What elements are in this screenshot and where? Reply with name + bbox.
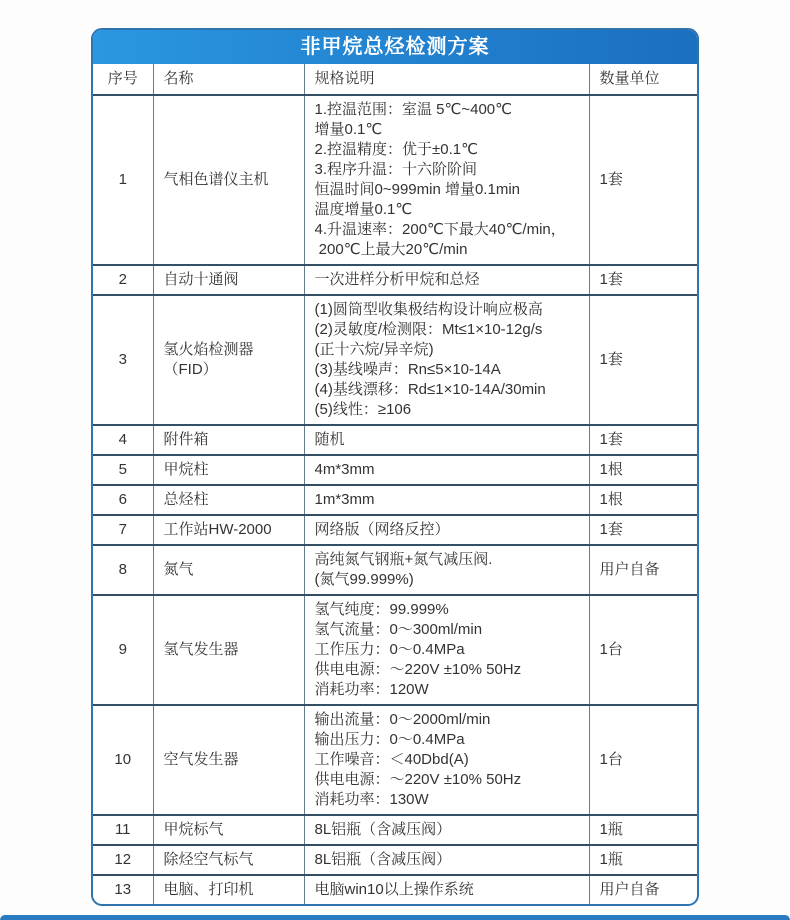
- table-row: [93, 425, 697, 455]
- cell-name: 空气发生器: [153, 705, 304, 815]
- table-row: [93, 455, 697, 485]
- table-row: [93, 545, 697, 595]
- cell-index: 1: [93, 95, 153, 265]
- spec-line: 温度增量0.1℃: [314, 201, 413, 218]
- table-row: [93, 265, 697, 295]
- cell-quantity: 1套: [589, 425, 697, 455]
- table-row: [93, 595, 697, 705]
- cell-index: 7: [93, 515, 153, 545]
- column-header-0: 序号: [93, 64, 153, 95]
- cell-index: 9: [93, 595, 153, 705]
- table-row: [93, 875, 697, 904]
- spec-line: (3)基线噪声：Rn≤5×10-14A: [314, 361, 501, 378]
- spec-line: 消耗功率：120W: [314, 681, 429, 698]
- table-row: [93, 815, 697, 845]
- spec-line: 电脑win10以上操作系统: [314, 881, 474, 898]
- cell-quantity: 用户自备: [599, 881, 660, 898]
- spec-line: 4m*3mm: [314, 461, 375, 478]
- cell-spec: [304, 595, 589, 705]
- spec-line: 氢气流量：0～300ml/min: [314, 621, 483, 638]
- spec-line: 1.控温范围：室温 5℃~400℃: [314, 101, 512, 118]
- cell-name: 工作站HW-2000: [153, 515, 304, 545]
- next-section-bar: [0, 915, 790, 920]
- spec-line: 3.程序升温：十六阶阶间: [314, 161, 478, 178]
- spec-line: 1m*3mm: [314, 491, 375, 508]
- cell-spec: [304, 515, 589, 545]
- spec-line: 供电电源：～220V ±10% 50Hz: [314, 661, 522, 678]
- spec-line: 工作噪音：＜40Dbd(A): [314, 751, 469, 768]
- spec-line: 输出流量：0～2000ml/min: [314, 711, 491, 728]
- spec-line: 恒温时间0~999min 增量0.1min: [314, 181, 520, 198]
- cell-quantity: 1根: [589, 455, 697, 485]
- spec-line: 随机: [314, 431, 345, 448]
- cell-spec: [304, 455, 589, 485]
- header-row: [93, 64, 697, 95]
- cell-index: 10: [93, 705, 153, 815]
- table-row: [93, 295, 697, 425]
- spec-line: (5)线性：≥106: [314, 401, 412, 418]
- cell-index: 13: [93, 875, 153, 904]
- spec-line: 输出压力：0～0.4MPa: [314, 731, 465, 748]
- cell-spec: [304, 425, 589, 455]
- spec-line: (4)基线漂移：Rd≤1×10-14A/30min: [314, 381, 546, 398]
- cell-spec: [304, 485, 589, 515]
- spec-line: 增量0.1℃: [314, 121, 383, 138]
- cell-spec: [304, 815, 589, 845]
- table-title-bar: [93, 30, 697, 64]
- table-row: [93, 485, 697, 515]
- cell-name: 甲烷柱: [153, 455, 304, 485]
- spec-line: (1)圆筒型收集极结构设计响应极高: [314, 301, 543, 318]
- cell-quantity: 1根: [589, 485, 697, 515]
- table-row: [93, 95, 697, 265]
- cell-quantity: 1台: [589, 595, 697, 705]
- cell-quantity: 1套: [589, 295, 697, 425]
- table-row: [93, 515, 697, 545]
- cell-index: 4: [93, 425, 153, 455]
- spec-line: 2.控温精度：优于±0.1℃: [314, 141, 478, 158]
- spec-line: (2)灵敏度/检测限：Mt≤1×10-12g/s: [314, 321, 543, 338]
- cell-spec: [304, 295, 589, 425]
- cell-quantity: 1套: [589, 95, 697, 265]
- table-body: [93, 95, 697, 904]
- cell-spec: [304, 95, 589, 265]
- table-row: [93, 705, 697, 815]
- spec-line: 一次进样分析甲烷和总烃: [314, 271, 480, 288]
- cell-spec: [304, 705, 589, 815]
- cell-spec: [304, 845, 589, 875]
- cell-name: 附件箱: [153, 425, 304, 455]
- cell-index: 12: [93, 845, 153, 875]
- spec-line: (正十六烷/异辛烷): [314, 341, 434, 358]
- cell-spec: [304, 875, 589, 904]
- cell-name: 气相色谱仪主机: [153, 95, 304, 265]
- cell-name: 自动十通阀: [153, 265, 304, 295]
- cell-index: 11: [93, 815, 153, 845]
- spec-line: (氮气99.999%): [314, 571, 414, 588]
- spec-line: 200℃上最大20℃/min: [314, 241, 468, 258]
- spec-line: 供电电源：～220V ±10% 50Hz: [314, 771, 522, 788]
- spec-line: 8L铝瓶（含减压阀）: [314, 821, 452, 838]
- spec-line: 4.升温速率：200℃下最大40℃/min，: [314, 221, 566, 238]
- cell-quantity: 1瓶: [589, 815, 697, 845]
- cell-spec: [304, 265, 589, 295]
- cell-quantity: 1套: [589, 515, 697, 545]
- cell-quantity: 1瓶: [589, 845, 697, 875]
- cell-name: 氢火焰检测器（FID）: [153, 295, 304, 425]
- cell-index: 5: [93, 455, 153, 485]
- spec-table: [93, 64, 697, 904]
- cell-quantity: 1套: [589, 265, 697, 295]
- cell-name: 除烃空气标气: [153, 845, 304, 875]
- cell-name: 氢气发生器: [153, 595, 304, 705]
- column-header-1: 名称: [153, 64, 304, 95]
- spec-line: 消耗功率：130W: [314, 791, 429, 808]
- cell-spec: [304, 545, 589, 595]
- spec-card: [91, 28, 699, 906]
- cell-index: 6: [93, 485, 153, 515]
- spec-line: 网络版（网络反控）: [314, 521, 450, 538]
- table-title: 非甲烷总烃检测方案: [300, 36, 490, 58]
- cell-quantity: 1台: [589, 705, 697, 815]
- cell-quantity: 用户自备: [589, 545, 697, 595]
- column-header-2: 规格说明: [304, 64, 589, 95]
- cell-index: 3: [93, 295, 153, 425]
- spec-line: 8L铝瓶（含减压阀）: [314, 851, 452, 868]
- table-row: [93, 845, 697, 875]
- cell-name: 甲烷标气: [153, 815, 304, 845]
- cell-name: 电脑、打印机: [153, 875, 304, 904]
- spec-line: 高纯氮气钢瓶+氮气减压阀.: [314, 551, 493, 568]
- cell-index: 2: [93, 265, 153, 295]
- cell-name: 总烃柱: [153, 485, 304, 515]
- cell-name: 氮气: [153, 545, 304, 595]
- spec-line: 工作压力：0～0.4MPa: [314, 641, 465, 658]
- cell-index: 8: [93, 545, 153, 595]
- column-header-3: 数量单位: [589, 64, 697, 95]
- spec-line: 氢气纯度：99.999%: [314, 601, 449, 618]
